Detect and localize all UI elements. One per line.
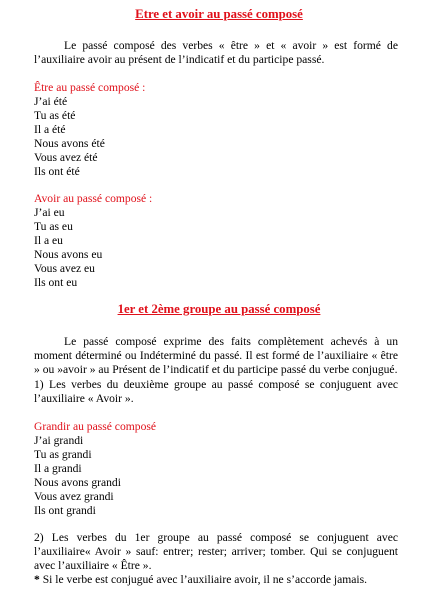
section2-title: 1er et 2ème groupe au passé composé [117,302,321,316]
rule2-text: 2) Les verbes du 1er groupe au passé composé se conjuguent avec l’auxiliaire« Avoir » sauf: entrer; rester; arriver; tomber. Qui se conjuguent avec l’auxiliaire « Être ». [34,531,398,572]
section1-title: Etre et avoir au passé composé [135,7,303,21]
grandir-label: Grandir au passé composé [34,420,157,433]
grandir-conjugation-list [34,434,121,518]
list-item: J’ai été [34,95,68,108]
rule1-text: 1) Les verbes du deuxième groupe au passé composé se conjuguent avec l’auxiliaire « Avoir ». [34,378,398,405]
list-item: Vous avez eu [34,262,95,275]
list-item: Vous avez été [34,151,98,164]
avoir-label: Avoir au passé composé : [34,192,153,205]
list-item: Nous avons eu [34,248,103,261]
note-asterisk: * [34,573,40,586]
list-item: Tu as été [34,109,76,122]
list-item: Ils ont eu [34,276,78,289]
etre-label: Être au passé composé : [34,81,146,94]
list-item: Tu as eu [34,220,73,233]
section2-intro: Le passé composé exprime des faits complètement achevés à un moment déterminé ou Indéterminé du passé. Il est formé de l’auxiliaire « être » ou »avoir » au Présent de l’indicatif et du participe passé du verbe conjugué. [34,335,398,376]
list-item: Il a grandi [34,462,82,475]
list-item: Ils ont été [34,165,80,178]
etre-conjugation-list [34,95,105,179]
note-text: Si le verbe est conjugué avec l’auxiliaire avoir, il ne s’accorde jamais. [39,573,368,586]
avoir-conjugation-list [34,206,102,290]
list-item: Il a eu [34,234,63,247]
list-item: Nous avons grandi [34,476,121,489]
list-item: Vous avez grandi [34,490,114,503]
section1-intro: Le passé composé des verbes « être » et « avoir » est formé de l’auxiliaire avoir au présent de l’indicatif et du participe passé. [34,39,398,66]
list-item: Il a été [34,123,66,136]
list-item: J’ai eu [34,206,65,219]
agreement-note [34,573,414,587]
list-item: Nous avons été [34,137,105,150]
list-item: J’ai grandi [34,434,84,447]
list-item: Ils ont grandi [34,504,96,517]
list-item: Tu as grandi [34,448,92,461]
